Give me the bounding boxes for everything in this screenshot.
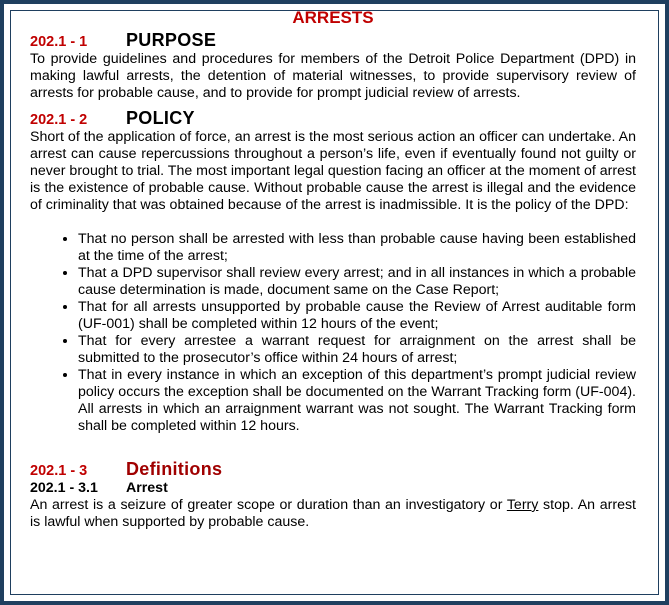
policy-bullet: • That no person shall be arrested with less than probable cause having been established at the time of the arrest; [78, 231, 636, 265]
purpose-text: To provide guidelines and procedures for members of the Detroit Police Department (DPD) in making lawful arrests, the detention of material witnesses, to provide supervisory review of arrests for probable cause, and to provide for prompt judicial review of arrests. [30, 51, 636, 101]
arrest-definition-text [30, 497, 636, 531]
policy-section-title: POLICY [126, 108, 195, 128]
policy-section-header [30, 108, 636, 129]
purpose-section-number: 202.1 - 1 [30, 34, 88, 50]
definitions-section-header [30, 459, 636, 480]
arrest-subsection-number: 202.1 - 3.1 [30, 480, 98, 496]
arrest-subsection-title: Arrest [126, 480, 168, 496]
purpose-section-title: PURPOSE [126, 30, 217, 50]
policy-bullet: • That for all arrests unsupported by probable cause the Review of Arrest auditable form (UF-001) shall be completed within 12 hours of the event; [78, 299, 636, 333]
purpose-section-header [30, 30, 636, 51]
arrest-subsection-header [30, 480, 636, 497]
arrest-definition-text-end: stop. An arrest is lawful when supported by probable cause. [30, 497, 636, 530]
terry-stop-reference: Terry [506, 497, 539, 513]
definitions-section-title: Definitions [126, 459, 223, 479]
policy-text: Short of the application of force, an arrest is the most serious action an officer can undertake. An arrest can cause repercussions throughout a person’s life, even if eventually found not guilty or never brought to trial. The most important legal question facing an officer at the moment of arrest is the existence of probable cause. Without probable cause the arrest is illegal and the evidence of criminality that was obtained because of the arrest is inadmissible. It is the policy of the DPD: [30, 129, 636, 213]
document-content [30, 8, 636, 531]
document-title: ARRESTS [292, 8, 374, 27]
policy-bullet: • That for every arrestee a warrant request for arraignment on the arrest shall be submitted to the prosecutor’s office within 24 hours of arrest; [78, 333, 636, 367]
arrest-definition-text-start: An arrest is a seizure of greater scope or duration than an investigatory or [30, 497, 507, 513]
policy-bullet-list [30, 231, 636, 435]
policy-bullet: • That in every instance in which an exception of this department’s prompt judicial review policy occurs the exception shall be documented on the Warrant Tracking form (UF-004). All arrests in which an arraignment warrant was not sought. The Warrant Tracking form shall be completed within 12 hours. [78, 367, 636, 435]
policy-section-number: 202.1 - 2 [30, 112, 88, 128]
policy-bullet: • That a DPD supervisor shall review every arrest; and in all instances in which a probable cause determination is made, document same on the Case Report; [78, 265, 636, 299]
definitions-section-number: 202.1 - 3 [30, 463, 88, 479]
